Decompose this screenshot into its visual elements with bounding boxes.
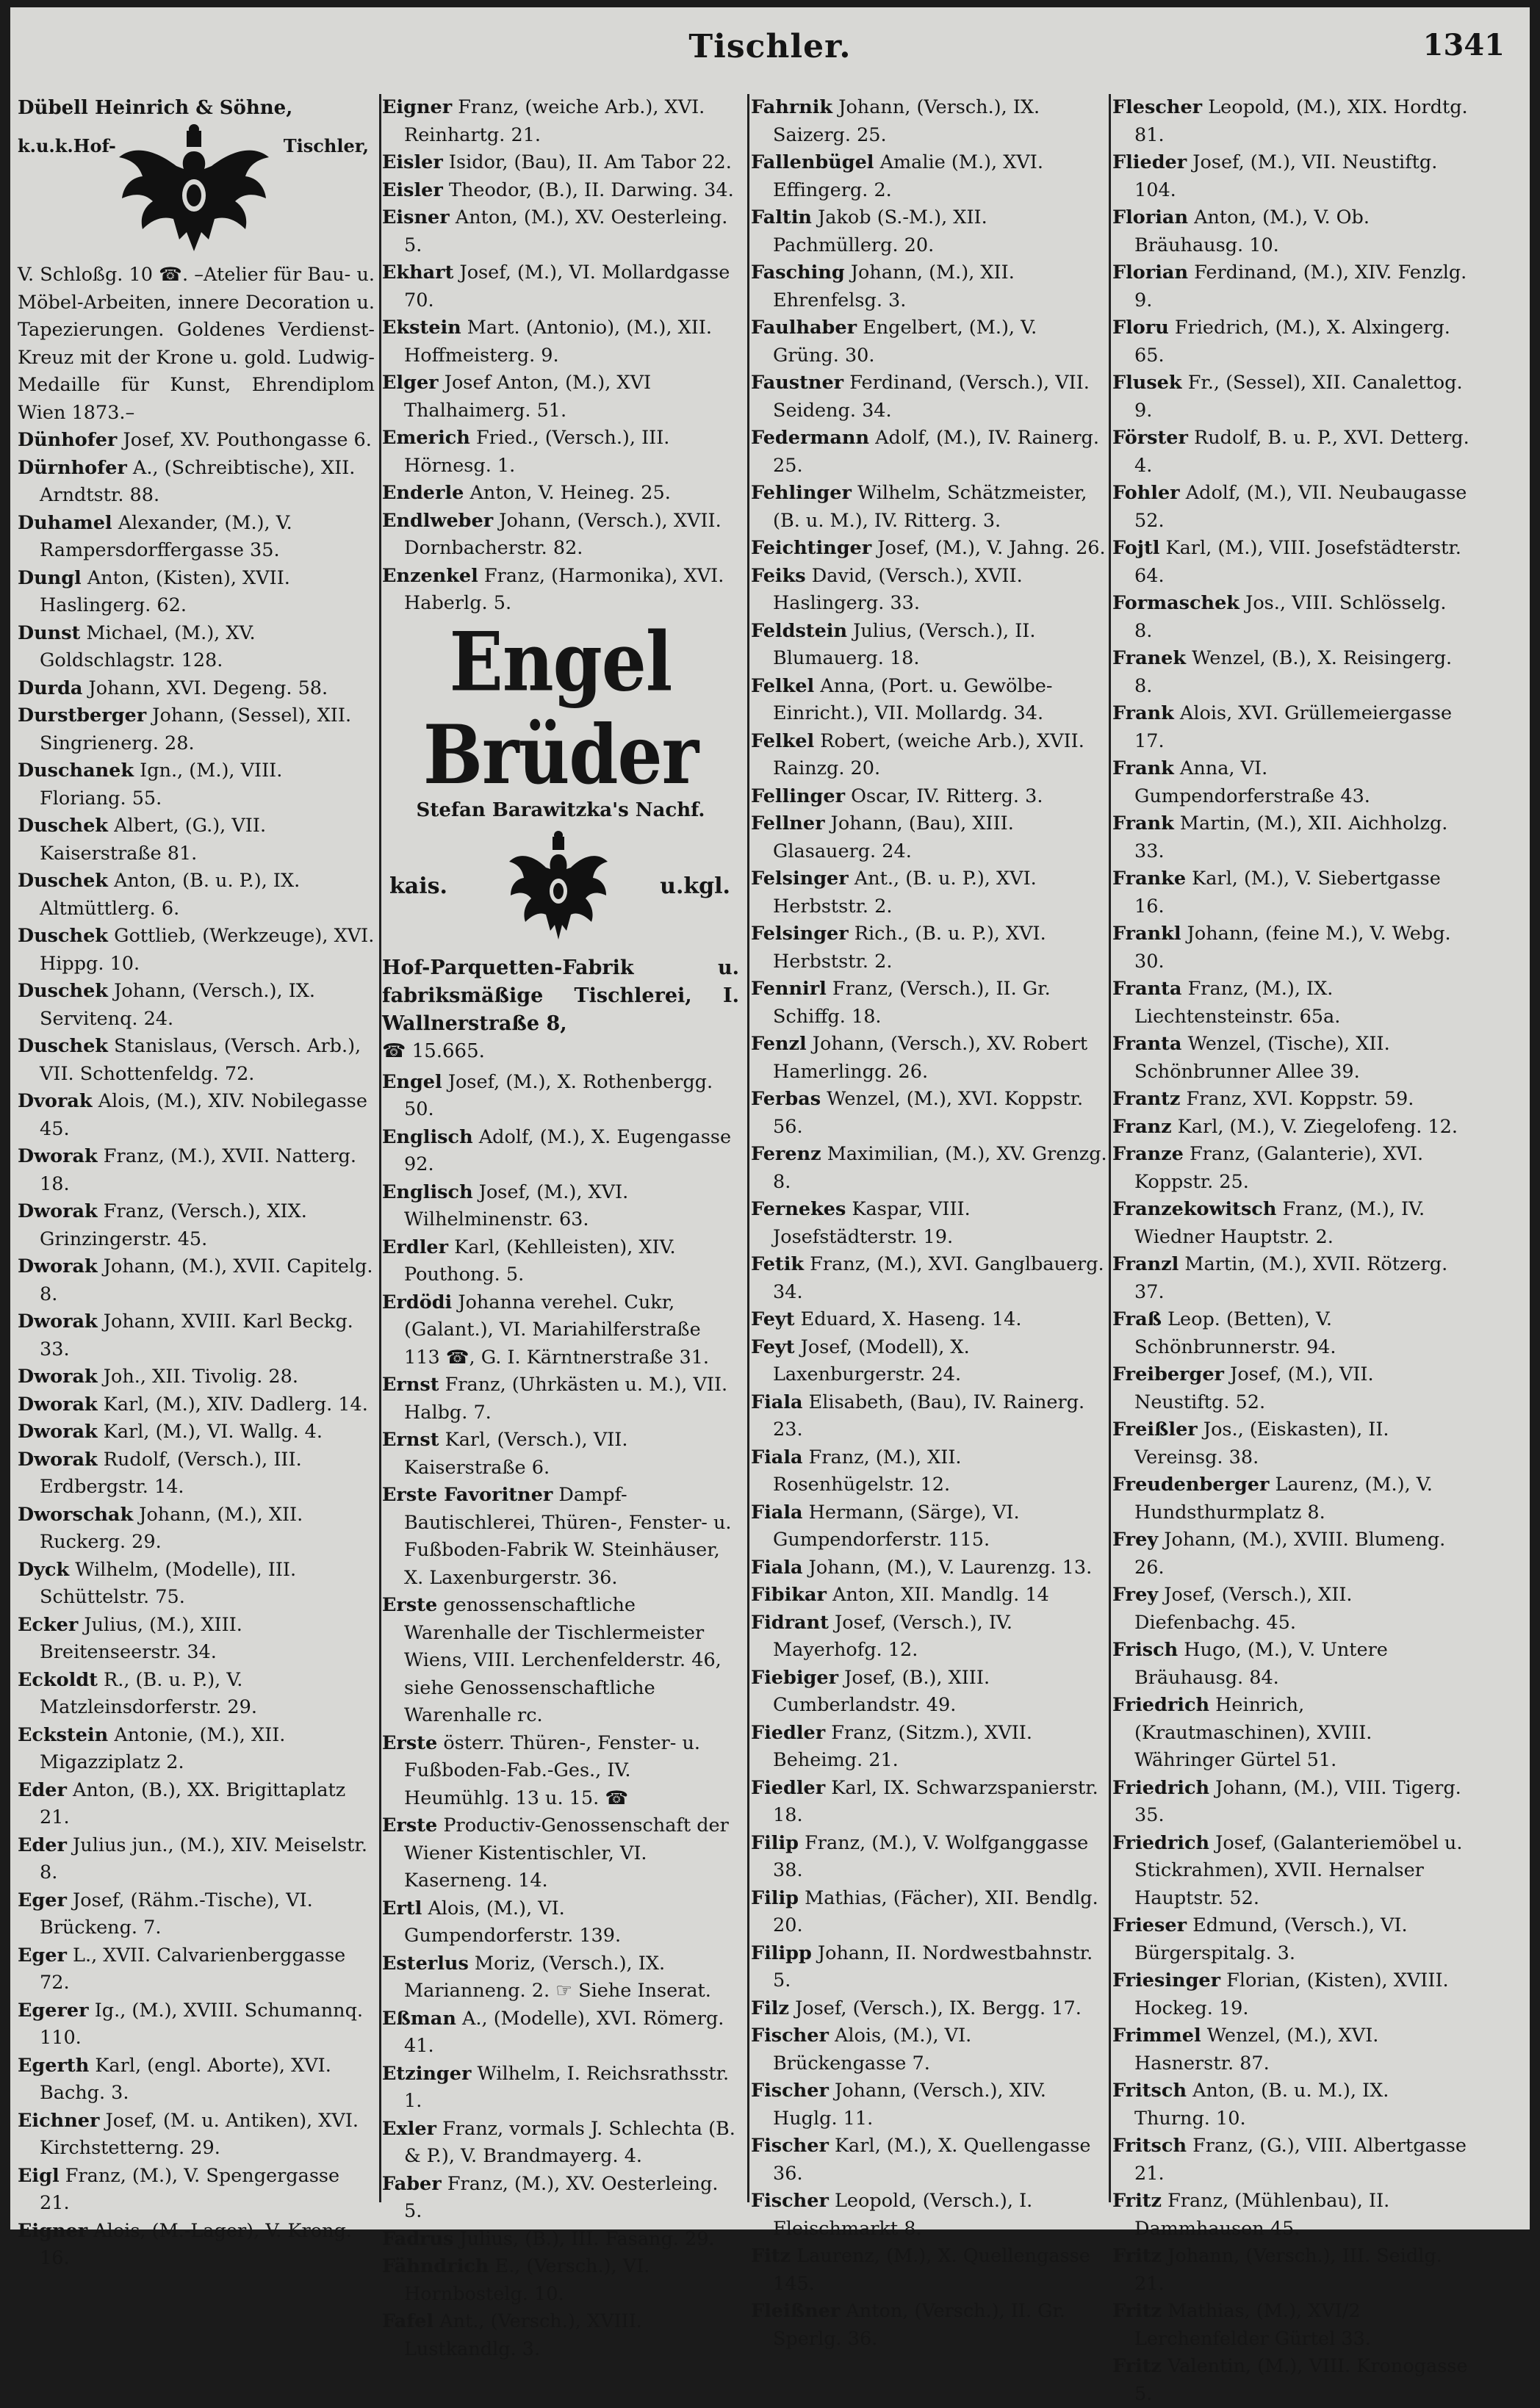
list-item: Formaschek Jos., VIII. Schlösselg. 8. (1112, 592, 1447, 642)
ad-title-right: Tischler, (283, 135, 369, 156)
list-item: Freißler Jos., (Eiskasten), II. Vereinsg. 38. (1112, 1419, 1389, 1468)
list-item: Englisch Adolf, (M.), X. Eugengasse 92. (382, 1125, 732, 1175)
list-item: Duschek Johann, (Versch.), IX. Servitenq. 24. (18, 980, 316, 1030)
list-item: Dworak Joh., XII. Tivolig. 28. (18, 1366, 298, 1388)
list-item: Ferenz Maximilian, (M.), XV. Grenzg. 8. (751, 1143, 1107, 1193)
ad-subtitle: Stefan Barawitzka's Nachf. (416, 799, 705, 821)
list-item: Fennirl Franz, (Versch.), II. Gr. Schiffg. 18. (751, 978, 1051, 1028)
list-item: Duschek Anton, (B. u. P.), IX. Altmüttlerg. 6. (18, 870, 301, 920)
section-title: Tischler. (688, 28, 852, 65)
list-item: Dürnhofer A., (Schreibtische), XII. Arndtstr. 88. (18, 456, 356, 506)
list-item: Fallenbügel Amalie (M.), XVI. Effingerg. 2. (751, 151, 1043, 201)
column-divider (379, 94, 381, 2202)
ad-firm-name: Engel Brüder (422, 613, 699, 803)
list-item: Etzinger Wilhelm, I. Reichsrathsstr. 1. (382, 2062, 730, 2112)
list-item: Friedrich Josef, (Galanteriemöbel u. Stickrahmen), XVII. Hernalser Hauptstr. 52. (1112, 1831, 1463, 1909)
list-item: Dungl Anton, (Kisten), XVII. Haslingerg. 62. (18, 566, 290, 616)
list-item: Fasching Johann, (M.), XII. Ehrenfelsg. 3. (751, 262, 1015, 311)
list-item: Dworak Rudolf, (Versch.), III. Erdbergstr. 14. (18, 1448, 302, 1498)
list-item: Felsinger Rich., (B. u. P.), XVI. Herbststr. 2. (751, 923, 1046, 973)
list-item: Fleißner Anton, (Versch.), II. Gr. Sperlg. 36. (751, 2300, 1066, 2350)
list-item: Felsinger Ant., (B. u. P.), XVI. Herbststr. 2. (751, 868, 1037, 918)
list-item: Emerich Fried., (Versch.), III. Hörnesg. 1. (382, 427, 670, 477)
list-item: Fischer Alois, (M.), VI. Brückengasse 7. (751, 2025, 972, 2074)
list-item: Fiala Elisabeth, (Bau), IV. Rainerg. 23. (751, 1391, 1085, 1441)
column-divider (1109, 94, 1111, 2202)
list-item: Fritz Johann, (Versch.), III. Seidlg. 21. (1112, 2245, 1442, 2295)
list-item: Filz Josef, (Versch.), IX. Bergg. 17. (751, 1997, 1082, 2019)
list-item: Franzekowitsch Franz, (M.), IV. Wiedner Hauptstr. 2. (1112, 1198, 1425, 1248)
list-item: Fohler Adolf, (M.), VII. Neubaugasse 52. (1112, 482, 1467, 532)
list-item: Fadrus Julius, (B.), III. Fasang. 29. (382, 2227, 715, 2250)
list-item: Filip Franz, (M.), V. Wolfganggasse 38. (751, 1831, 1089, 1881)
list-item: Fiala Franz, (M.), XII. Rosenhügelstr. 12. (751, 1446, 962, 1496)
list-item: Filip Mathias, (Fächer), XII. Bendlg. 20. (751, 1886, 1098, 1936)
list-item: Eckstein Antonie, (M.), XII. Migazziplatz 2. (18, 1723, 286, 1773)
list-item: Fiala Johann, (M.), V. Laurenzg. 13. (751, 1556, 1093, 1579)
list-item: Fenzl Johann, (Versch.), XV. Robert Hamerlingg. 26. (751, 1033, 1088, 1083)
list-item: Eger Josef, (Rähm.-Tische), VI. Brückeng. 7. (18, 1889, 313, 1939)
list-item: Fritsch Franz, (G.), VIII. Albertgasse 21. (1112, 2135, 1467, 2185)
ad-firm-name: Dübell Heinrich & Söhne, (18, 97, 293, 119)
page-header (10, 7, 1530, 88)
list-item: Ekhart Josef, (M.), VI. Mollardgasse 70. (382, 262, 730, 311)
advertisement-duebell (18, 94, 375, 427)
list-item: Dunst Michael, (M.), XV. Goldschlagstr. 128. (18, 621, 256, 671)
list-item: Faustner Ferdinand, (Versch.), VII. Seideng. 34. (751, 372, 1090, 422)
list-item: Duschek Albert, (G.), VII. Kaiserstraße 81. (18, 815, 267, 865)
list-item: Exler Franz, vormals J. Schlechta (B. & P.), V. Brandmayerg. 4. (382, 2117, 735, 2167)
list-item: Fischer Leopold, (Versch.), I. Fleischmarkt 8. (751, 2190, 1033, 2240)
list-item: Durda Johann, XVI. Degeng. 58. (18, 677, 328, 699)
list-item: Fehlinger Wilhelm, Schätzmeister, (B. u. M.), IV. Ritterg. 3. (751, 482, 1087, 532)
column-1 (18, 94, 375, 2269)
list-item: Ertl Alois, (M.), VI. Gumpendorferstr. 139. (382, 1897, 622, 1947)
list-item: Fischer Johann, (Versch.), XIV. Huglg. 11. (751, 2080, 1046, 2130)
list-item: Erste Productiv-Genossenschaft der Wiener Kistentischler, VI. Kaserneng. 14. (382, 1814, 729, 1892)
list-item: Filipp Johann, II. Nordwestbahnstr. 5. (751, 1942, 1093, 1991)
list-item: Frank Martin, (M.), XII. Aichholzg. 33. (1112, 812, 1448, 862)
entry-list (382, 1069, 739, 2364)
ad-body-text: Hof-Parquetten-Fabrik u. fabriksmäßige Tischlerei, I. Wallnerstraße 8, (382, 956, 739, 1035)
list-item: Förster Rudolf, B. u. P., XVI. Detterg. 4. (1112, 427, 1469, 477)
list-item: Fellinger Oscar, IV. Ritterg. 3. (751, 785, 1043, 807)
list-item: Franek Wenzel, (B.), X. Reisingerg. 8. (1112, 647, 1453, 697)
list-item: Duschek Stanislaus, (Versch. Arb.), VII. Schottenfeldg. 72. (18, 1035, 361, 1085)
entry-list (382, 94, 739, 618)
list-item: Eichner Josef, (M. u. Antiken), XVI. Kirchstetterng. 29. (18, 2109, 359, 2159)
list-item: Faltin Jakob (S.-M.), XII. Pachmüllerg. 20. (751, 206, 987, 256)
list-item: Dworak Karl, (M.), XIV. Dadlerg. 14. (18, 1393, 368, 1416)
column-3 (751, 94, 1108, 2350)
list-item: Endlweber Johann, (Versch.), XVII. Dornbacherstr. 82. (382, 509, 722, 559)
list-item: Elger Josef Anton, (M.), XVI Thalhaimerg. 51. (382, 372, 652, 422)
list-item: Dworak Johann, (M.), XVII. Capitelg. 8. (18, 1255, 373, 1305)
list-item: Duschanek Ign., (M.), VIII. Floriang. 55. (18, 760, 283, 810)
imperial-eagle-icon (113, 122, 275, 262)
list-item: Enderle Anton, V. Heineg. 25. (382, 482, 671, 504)
list-item: Fahrnik Johann, (Versch.), IX. Saizerg. 25. (751, 96, 1040, 146)
list-item: Erste Favoritner Dampf-Bautischlerei, Thüren-, Fenster- u. Fußboden-Fabrik W. Steinhäuser, X. Laxenburgerstr. 36. (382, 1484, 732, 1589)
list-item: Frank Alois, XVI. Grüllemeiergasse 17. (1112, 702, 1453, 752)
list-item: Franz Karl, (M.), V. Ziegelofeng. 12. (1112, 1115, 1458, 1138)
ad-body-text: V. Schloßg. 10 ☎. –Atelier für Bau- u. Möbel-Arbeiten, innere Decoration u. Tapezierungen. Goldenes Verdienst-Kreuz mit der Krone u. gold. Ludwig-Medaille für Kunst, Ehrendiplom Wien 1873.– (18, 264, 375, 424)
list-item: Franke Karl, (M.), V. Siebertgasse 16. (1112, 868, 1441, 918)
list-item: Eder Julius jun., (M.), XIV. Meiselstr. 8. (18, 1834, 367, 1883)
list-item: Federmann Adolf, (M.), IV. Rainerg. 25. (751, 427, 1099, 477)
list-item: Egerer Ig., (M.), XVIII. Schumannq. 110. (18, 1999, 363, 2049)
list-item: Eger L., XVII. Calvarienberggasse 72. (18, 1944, 346, 1994)
list-item: Frimmel Wenzel, (M.), XVI. Hasnerstr. 87. (1112, 2025, 1379, 2074)
list-item: Frieser Edmund, (Versch.), VI. Bürgerspitalg. 3. (1112, 1914, 1408, 1964)
list-item: Fafel Ant., (Versch.), XVIII. Lustkandlg. 3. (382, 2310, 642, 2360)
list-item: Eisner Anton, (M.), XV. Oesterleing. 5. (382, 206, 728, 256)
list-item: Fähndrich E., (Versch.), VI. Hornbostelg. 10. (382, 2255, 650, 2305)
list-item: Florian Ferdinand, (M.), XIV. Fenzlg. 9. (1112, 262, 1467, 311)
ad-emblem-row (18, 122, 375, 262)
list-item: Frey Johann, (M.), XVIII. Blumeng. 26. (1112, 1529, 1446, 1579)
list-item: Fiedler Karl, IX. Schwarzspanierstr. 18. (751, 1776, 1098, 1826)
column-2 (382, 94, 739, 2360)
list-item: Egerth Karl, (engl. Aborte), XVI. Bachg. 3. (18, 2054, 331, 2104)
list-item: Dworak Karl, (M.), VI. Wallg. 4. (18, 1421, 323, 1443)
list-item: Fetik Franz, (M.), XVI. Ganglbauerg. 34. (751, 1253, 1104, 1303)
list-item: Durstberger Johann, (Sessel), XII. Singrienerg. 28. (18, 704, 352, 754)
list-item: Eckoldt R., (B. u. P.), V. Matzleinsdorferstr. 29. (18, 1668, 257, 1718)
list-item: Fitz Laurenz, (M.), X. Quellengasse 145. (751, 2245, 1090, 2295)
list-item: Feichtinger Josef, (M.), V. Jahng. 26. (751, 537, 1106, 559)
list-item: Feiks David, (Versch.), XVII. Haslingerg. 33. (751, 564, 1023, 614)
list-item: Feldstein Julius, (Versch.), II. Blumauerg. 18. (751, 619, 1036, 669)
list-item: Franta Franz, (M.), IX. Liechtensteinstr. 65a. (1112, 978, 1341, 1028)
list-item: Fritsch Anton, (B. u. M.), IX. Thurng. 10. (1112, 2080, 1389, 2130)
advertisement-engel-brueder (382, 613, 739, 1064)
list-item: Fernekes Kaspar, VIII. Josefstädterstr. 19. (751, 1198, 971, 1248)
list-item: Flusek Fr., (Sessel), XII. Canalettog. 9. (1112, 372, 1463, 422)
list-item: Feyt Eduard, X. Haseng. 14. (751, 1308, 1022, 1330)
ad-phone: ☎ 15.665. (382, 1039, 485, 1062)
list-item: Dworschak Johann, (M.), XII. Ruckerg. 29. (18, 1503, 303, 1553)
list-item: Ekstein Mart. (Antonio), (M.), XII. Hoffmeisterg. 9. (382, 317, 712, 367)
list-item: Felkel Robert, (weiche Arb.), XVII. Rainzg. 20. (751, 729, 1084, 779)
list-item: Enzenkel Franz, (Harmonika), XVI. Haberlg. 5. (382, 564, 724, 614)
list-item: Engel Josef, (M.), X. Rothenbergg. 50. (382, 1070, 713, 1120)
list-item: Faber Franz, (M.), XV. Oesterleing. 5. (382, 2172, 719, 2222)
list-item: Dworak Franz, (Versch.), XIX. Grinzingerstr. 45. (18, 1200, 307, 1250)
list-item: Dyck Wilhelm, (Modelle), III. Schüttelstr. 75. (18, 1558, 297, 1608)
list-item: Flescher Leopold, (M.), XIX. Hordtg. 81. (1112, 96, 1468, 146)
list-item: Friedrich Johann, (M.), VIII. Tigerg. 35. (1112, 1776, 1461, 1826)
list-item: Erste österr. Thüren-, Fenster- u. Fußboden-Fab.-Ges., IV. Heumühlg. 13 u. 15. ☎ (382, 1731, 700, 1809)
list-item: Freiberger Josef, (M.), VII. Neustiftg. 52. (1112, 1363, 1374, 1413)
list-item: Eigner Franz, (weiche Arb.), XVI. Reinhartg. 21. (382, 96, 705, 146)
list-item: Faulhaber Engelbert, (M.), V. Grüng. 30. (751, 317, 1037, 367)
list-item: Ernst Karl, (Versch.), VII. Kaiserstraße 6. (382, 1429, 628, 1479)
ad-title-right: u.kgl. (660, 873, 730, 899)
list-item: Fritz Valentin, (M.), VIII. Kronogasse 5. (1112, 2355, 1468, 2405)
ad-emblem-row (382, 829, 739, 954)
list-item: Duschek Gottlieb, (Werkzeuge), XVI. Hippg. 10. (18, 925, 375, 975)
page-number: 1341 (1422, 28, 1505, 62)
list-item: Duhamel Alexander, (M.), V. Rampersdorffergasse 35. (18, 511, 292, 561)
imperial-eagle-icon (503, 829, 614, 951)
entry-list (751, 94, 1108, 2353)
list-item: Flieder Josef, (M.), VII. Neustiftg. 104. (1112, 151, 1438, 201)
ad-title-left: k.u.k.Hof- (18, 135, 116, 156)
entry-list (18, 427, 375, 2273)
list-item: Dworak Franz, (M.), XVII. Natterg. 18. (18, 1145, 356, 1195)
list-item: Ferbas Wenzel, (M.), XVI. Koppstr. 56. (751, 1088, 1084, 1138)
list-item: Eigner Alois, (M.-Lager), V. Krong. 16. (18, 2219, 352, 2269)
list-item: Fidrant Josef, (Versch.), IV. Mayerhofg. 12. (751, 1611, 1013, 1661)
list-item: Fraß Leop. (Betten), V. Schönbrunnerstr. 94. (1112, 1308, 1336, 1358)
list-item: Ecker Julius, (M.), XIII. Breitenseerstr. 34. (18, 1613, 242, 1663)
list-item: Dworak Johann, XVIII. Karl Beckg. 33. (18, 1311, 353, 1360)
list-item: Englisch Josef, (M.), XVI. Wilhelminenstr. 63. (382, 1180, 629, 1230)
list-item: Fojtl Karl, (M.), VIII. Josefstädterstr. 64. (1112, 537, 1461, 587)
list-item: Erdler Karl, (Kehlleisten), XIV. Pouthong. 5. (382, 1236, 676, 1286)
list-item: Erste genossenschaftliche Warenhalle der Tischlermeister Wiens, VIII. Lerchenfelderstr. 46, siehe Genossenschaftliche Warenhalle rc. (382, 1594, 722, 1726)
list-item: Friedrich Heinrich, (Krautmaschinen), XVIII. Währinger Gürtel 51. (1112, 1694, 1372, 1771)
list-item: Ernst Franz, (Uhrkästen u. M.), VII. Halbg. 7. (382, 1374, 728, 1424)
ad-title-left: kais. (389, 873, 447, 899)
list-item: Franta Wenzel, (Tische), XII. Schönbrunner Allee 39. (1112, 1033, 1390, 1083)
list-item: Franzl Martin, (M.), XVII. Rötzerg. 37. (1112, 1253, 1448, 1303)
list-item: Frey Josef, (Versch.), XII. Diefenbachg. 45. (1112, 1584, 1353, 1634)
list-item: Freudenberger Laurenz, (M.), V. Hundsthurmplatz 8. (1112, 1474, 1433, 1524)
list-item: Franze Franz, (Galanterie), XVI. Koppstr. 25. (1112, 1143, 1424, 1193)
list-item: Fiebiger Josef, (B.), XIII. Cumberlandstr. 49. (751, 1666, 990, 1716)
list-item: Frankl Johann, (feine M.), V. Webg. 30. (1112, 923, 1451, 973)
list-item: Feyt Josef, (Modell), X. Laxenburgerstr. 24. (751, 1335, 970, 1385)
list-item: Fiala Hermann, (Särge), VI. Gumpendorferstr. 115. (751, 1501, 1020, 1551)
list-item: Fischer Karl, (M.), X. Quellengasse 36. (751, 2135, 1091, 2185)
list-item: Frantz Franz, XVI. Koppstr. 59. (1112, 1088, 1414, 1110)
list-item: Florian Anton, (M.), V. Ob. Bräuhausg. 10. (1112, 206, 1370, 256)
list-item: Eisler Theodor, (B.), II. Darwing. 34. (382, 179, 734, 201)
list-item: Eisler Isidor, (Bau), II. Am Tabor 22. (382, 151, 732, 173)
list-item: Floru Friedrich, (M.), X. Alxingerg. 65. (1112, 317, 1450, 367)
list-item: Fellner Johann, (Bau), XIII. Glasauerg. 24. (751, 812, 1014, 862)
column-divider (747, 94, 749, 2202)
list-item: Felkel Anna, (Port. u. Gewölbe-Einricht.), VII. Mollardg. 34. (751, 674, 1053, 724)
list-item: Frank Anna, VI. Gumpendorferstraße 43. (1112, 757, 1370, 807)
list-item: Eigl Franz, (M.), V. Spengergasse 21. (18, 2164, 340, 2214)
list-item: Frisch Hugo, (M.), V. Untere Bräuhausg. 84. (1112, 1639, 1388, 1689)
list-item: Dünhofer Josef, XV. Pouthongasse 6. (18, 429, 372, 451)
list-item: Erdödi Johanna verehel. Cukr, (Galant.), VI. Mariahilferstraße 113 ☎, G. I. Kärntnerstraße 31. (382, 1291, 710, 1369)
list-item: Esterlus Moriz, (Versch.), IX. Marianneng. 2. ☞ Siehe Inserat. (382, 1952, 711, 2002)
column-4 (1112, 94, 1469, 2405)
list-item: Fritz Franz, (Mühlenbau), II. Dammhausen 45. (1112, 2190, 1390, 2240)
directory-page (10, 7, 1530, 2405)
list-item: Fibikar Anton, XII. Mandlg. 14 (751, 1584, 1049, 1606)
list-item: Friesinger Florian, (Kisten), XVIII. Hockeg. 19. (1112, 1969, 1449, 2019)
list-item: Dvorak Alois, (M.), XIV. Nobilegasse 45. (18, 1090, 367, 1140)
list-item: Eßman A., (Modelle), XVI. Römerg. 41. (382, 2007, 724, 2057)
list-item: Fritz Mathias, (M.), XVI/2 Lerchenfelder Gürtel 33. (1112, 2300, 1371, 2350)
list-item: Fiedler Franz, (Sitzm.), XVII. Beheimg. 21. (751, 1721, 1032, 1771)
list-item: Eder Anton, (B.), XX. Brigittaplatz 21. (18, 1778, 346, 1828)
entry-list (1112, 94, 1469, 2408)
